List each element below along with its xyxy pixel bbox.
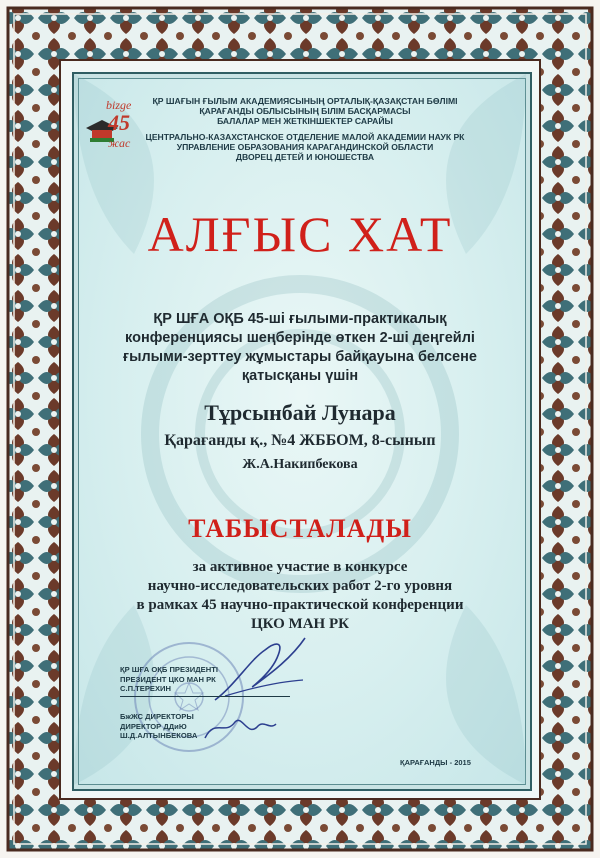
kz-text-line: қатысқаны үшін (241, 368, 359, 384)
header-line: ДВОРЕЦ ДЕТЕЙ И ЮНОШЕСТВА (235, 152, 375, 162)
signature-line: ДИРЕКТОР ДДиЮ (120, 721, 187, 731)
kz-text-line: конференциясы шеңберінде өткен 2-ші деңгейлі (125, 330, 475, 346)
award-word: ТАБЫСТАЛАДЫ (188, 514, 412, 543)
certificate-title: АЛҒЫС ХАТ (147, 206, 453, 262)
signature-line: ПРЕЗИДЕНТ ЦКО МАН РК (120, 674, 216, 684)
recipient-teacher: Ж.А.Накипбекова (242, 457, 358, 472)
kz-text-line: ҚР ШҒА ОҚБ 45-ші ғылыми-практикалық (153, 311, 447, 327)
header-line: УПРАВЛЕНИЕ ОБРАЗОВАНИЯ КАРАГАНДИНСКОЙ ОБЛАСТИ (176, 142, 434, 152)
signature-block-president (120, 665, 218, 694)
recipient-name: Тұрсынбай Лунара (204, 400, 396, 425)
ru-text-line: за активное участие в конкурсе (192, 559, 408, 575)
signature-underline (120, 696, 290, 697)
kz-text-block (0, 310, 600, 386)
ru-text-block (0, 558, 600, 634)
director-signature (200, 708, 280, 748)
header-line: БАЛАЛАР МЕН ЖЕТКІНШЕКТЕР САРАЙЫ (217, 116, 393, 126)
signature-line: Ш.Д.АЛТЫНБЕКОВА (120, 731, 198, 740)
ru-text-line: ЦКО МАН РК (250, 616, 350, 632)
ru-text-line: в рамках 45 научно-практической конференции (136, 597, 464, 613)
signature-block-director (120, 712, 197, 741)
kz-text-line: ғылыми-зерттеу жұмыстары байқауына белсене (123, 349, 477, 365)
footer-place-year: ҚАРАҒАНДЫ - 2015 (400, 758, 471, 767)
header-line: ҚР ШАҒЫН ҒЫЛЫМ АКАДЕМИЯСЫНЫҢ ОРТАЛЫҚ-ҚАЗАҚСТАН БӨЛІМІ (152, 96, 458, 106)
ru-text-line: научно-исследовательских работ 2-го уровня (147, 578, 453, 594)
header-kz (140, 96, 470, 126)
logo-number: 45 (108, 110, 130, 135)
president-signature (205, 630, 315, 710)
logo-bottom-text: жас (108, 136, 131, 150)
recipient-school: Қарағанды қ., №4 ЖББОМ, 8-сынып (164, 432, 436, 449)
header-ru (140, 132, 470, 162)
header-line: ҚАРАҒАНДЫ ОБЛЫСЫНЫҢ БІЛІМ БАСҚАРМАСЫ (199, 106, 411, 116)
header-line: ЦЕНТРАЛЬНО-КАЗАХСТАНСКОЕ ОТДЕЛЕНИЕ МАЛОЙ АКАДЕМИИ НАУК РК (145, 132, 465, 142)
logo-top-text: bizge (106, 98, 132, 112)
signature-line: С.П.ТЕРЕХИН (120, 684, 172, 693)
signature-line: БжЖС ДИРЕКТОРЫ (120, 712, 194, 721)
signature-line: ҚР ШҒА ОҚБ ПРЕЗИДЕНТІ (120, 665, 218, 674)
academy-logo (84, 98, 146, 156)
